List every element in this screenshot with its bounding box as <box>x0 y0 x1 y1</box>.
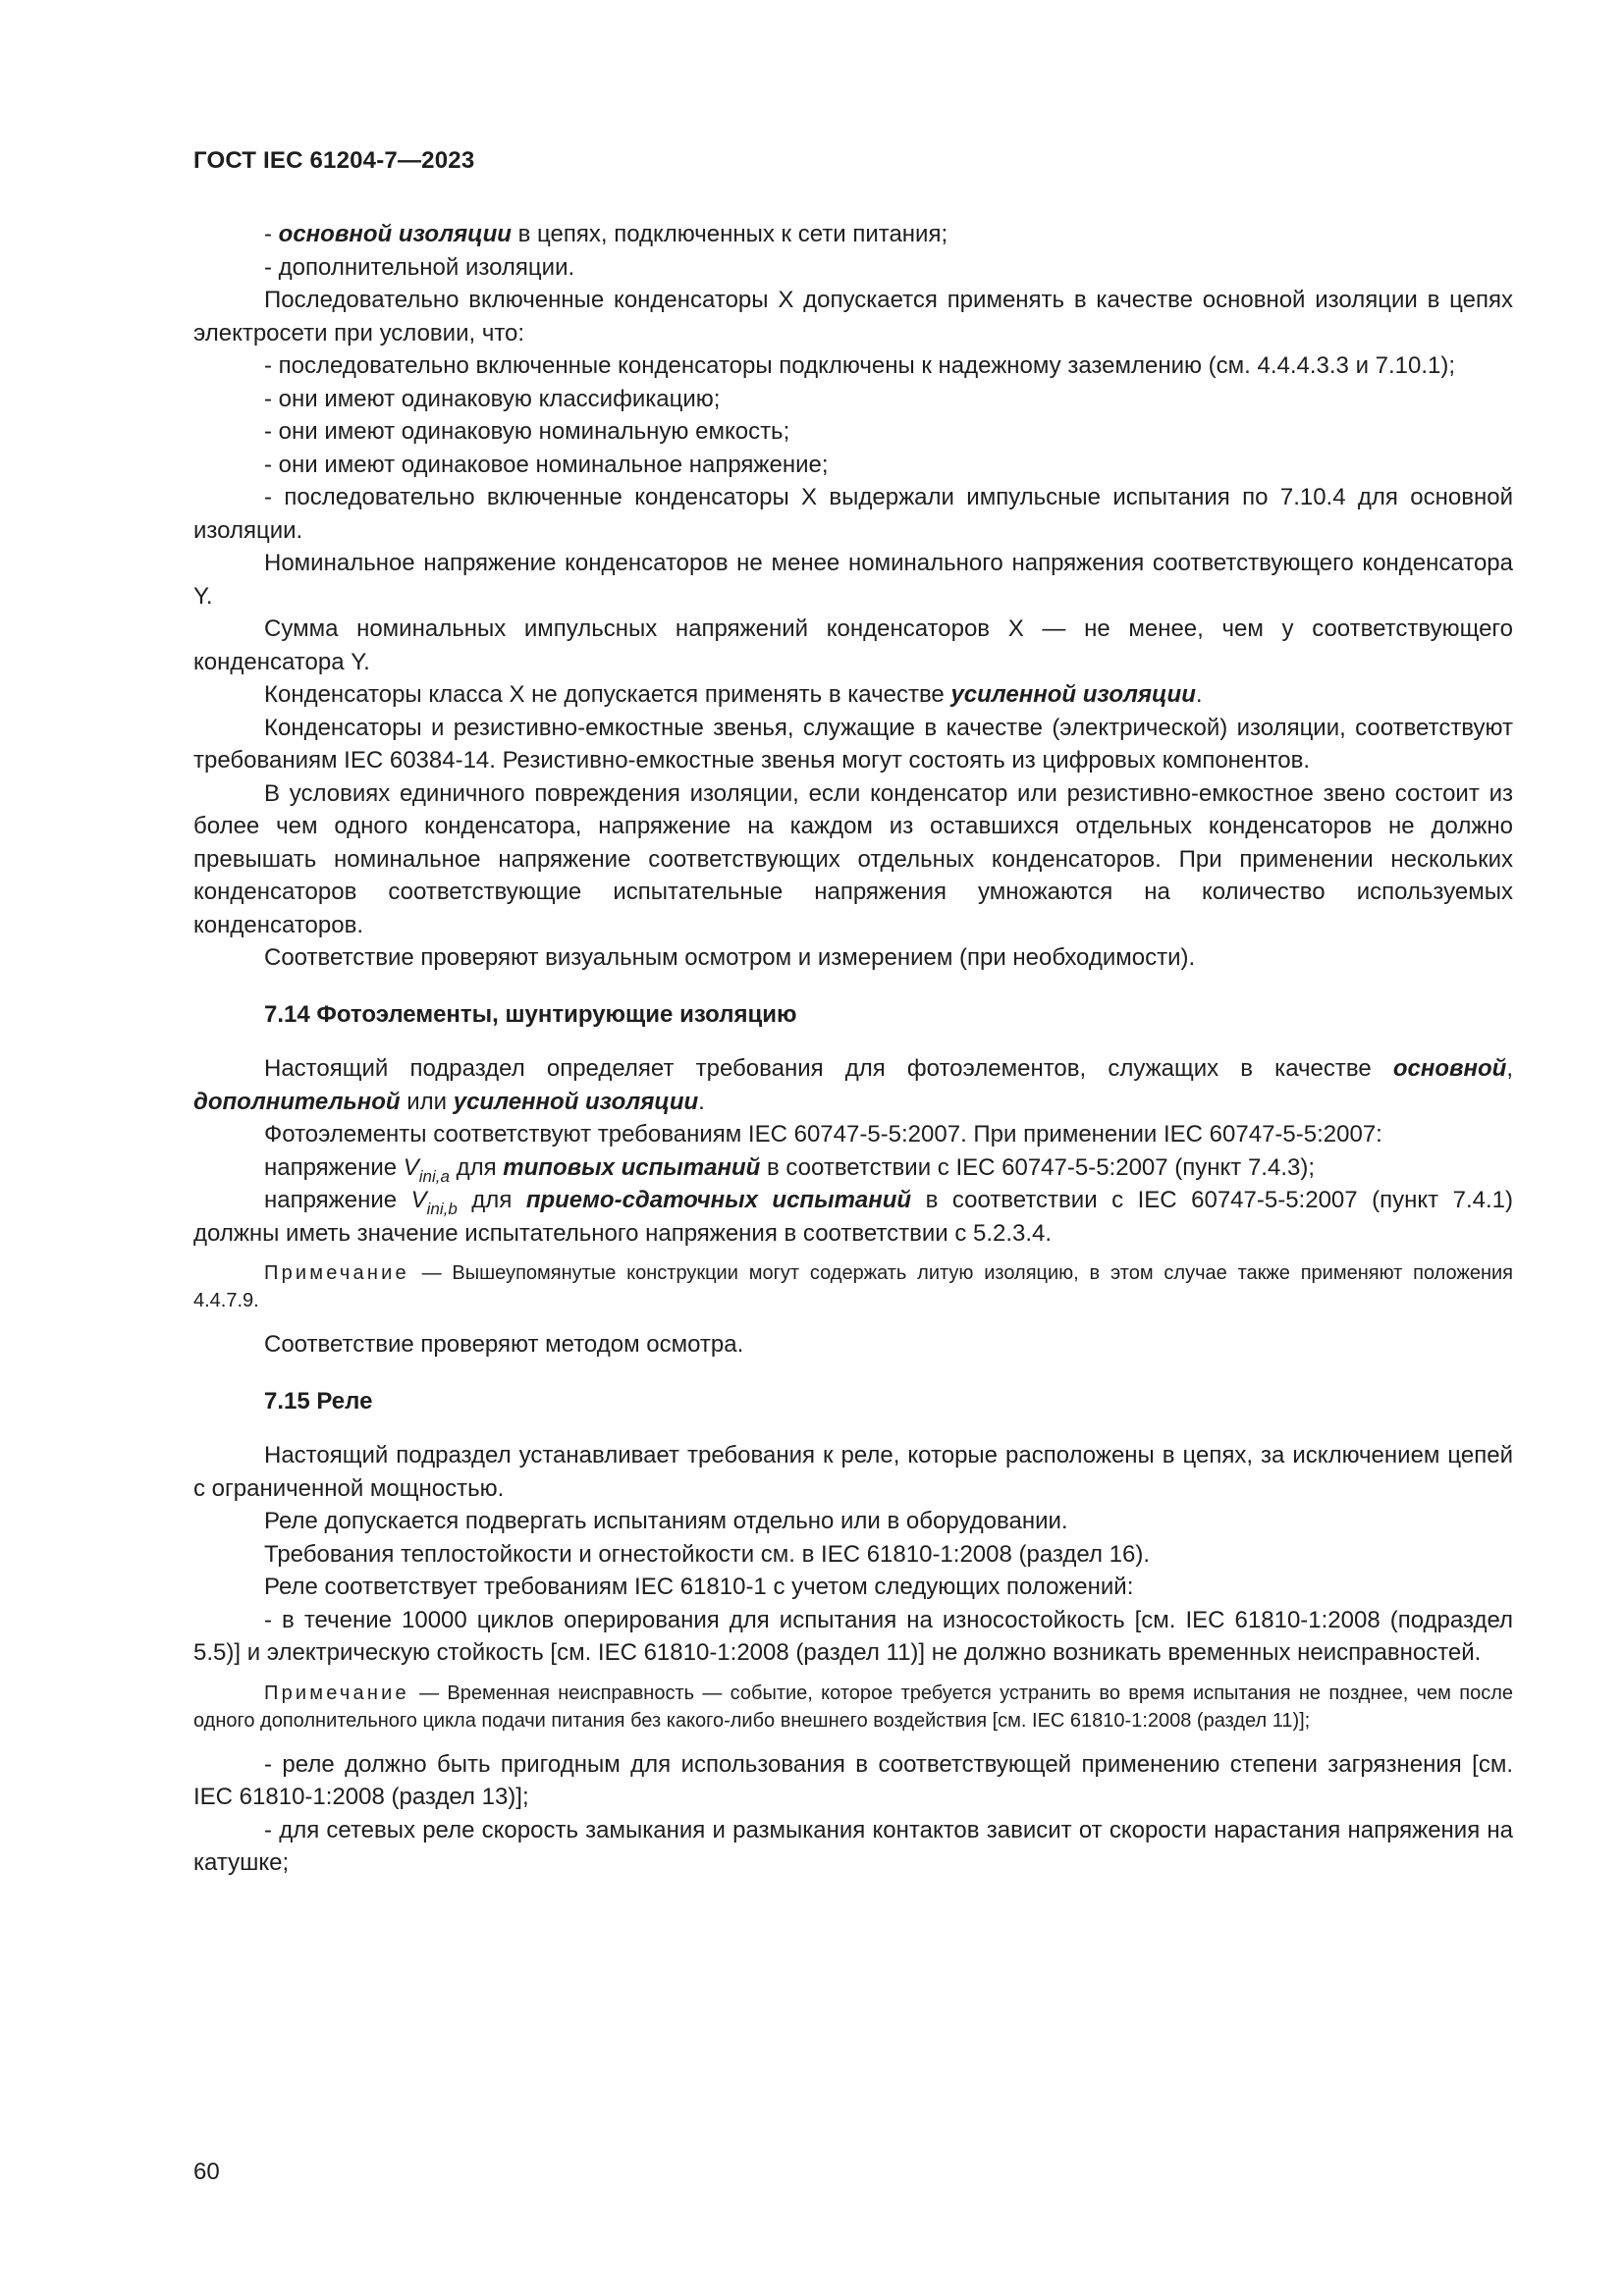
voltage-symbol: $V_{ini,b}$ <box>410 1187 458 1218</box>
emphasis-term: типовых испытаний <box>503 1153 761 1181</box>
paragraph: В условиях единичного повреждения изоляции, если конденсатор или резистивно-емкостное звено состоит из более чем одного конденсатора, напряжение на каждом из оставшихся отдельных конденсаторов не должно превышать номинальное напряжение соответствующих отдельных конденсаторов. При применении нескольких конденсаторов соответствующие испытательные напряжения умножаются на количество используемых конденсаторов. <box>193 779 1513 938</box>
paragraph: Конденсаторы класса X не допускается применять в качестве усиленной изоляции. <box>264 681 1203 708</box>
document-header: ГОСТ IEC 61204-7—2023 <box>193 147 475 174</box>
paragraph: - для сетевых реле скорость замыкания и размыкания контактов зависит от скорости нарастания напряжения на катушке; <box>193 1816 1513 1876</box>
note: Примечание — Вышеупомянутые конструкции могут содержать литую изоляцию, в этом случае также применяют положения 4.4.7.9. <box>193 1262 1513 1311</box>
emphasis-term: приемо-сдаточных испытаний <box>525 1187 912 1213</box>
section-heading-7-14: 7.14 Фотоэлементы, шунтирующие изоляцию <box>264 1000 797 1028</box>
paragraph: - они имеют одинаковое номинальное напряжение; <box>264 451 829 478</box>
note: Примечание — Временная неисправность — событие, которое требуется устранить во время испытания не позднее, чем после одного дополнительного цикла подачи питания без какого-либо внешнего воздействия [см. IEC 61810-1:2008 (раздел 11)]; <box>193 1682 1513 1732</box>
paragraph: - последовательно включенные конденсаторы X выдержали импульсные испытания по 7.10.4 для основной изоляции. <box>193 484 1513 544</box>
paragraph: Фотоэлементы соответствуют требованиям IEC 60747-5-5:2007. При применении IEC 60747-5-5:2007: <box>264 1121 1382 1148</box>
paragraph: Настоящий подраздел определяет требования для фотоэлементов, служащих в качестве основной, дополнительной или усиленной изоляции. <box>193 1055 1513 1115</box>
emphasis-term: усиленной изоляции <box>950 681 1196 708</box>
paragraph: Соответствие проверяют методом осмотра. <box>264 1331 744 1358</box>
paragraph: - последовательно включенные конденсаторы подключены к надежному заземлению (см. 4.4.4.3.3 и 7.10.1); <box>264 352 1456 379</box>
paragraph: - они имеют одинаковую классификацию; <box>264 385 721 412</box>
paragraph: - они имеют одинаковую номинальную емкость; <box>264 418 790 445</box>
paragraph: напряжение $V_{ini,b}$ для приемо-сдаточных испытаний в соответствии с IEC 60747-5-5:2007 (пункт 7.4.1) должны иметь значение испытательного напряжения в соответствии с 5.2.3.4. <box>193 1187 1514 1247</box>
paragraph: Реле допускается подвергать испытаниям отдельно или в оборудовании. <box>264 1508 1068 1534</box>
emphasis-term: усиленной изоляции <box>453 1088 699 1115</box>
document-body <box>193 218 1513 1880</box>
page-number: 60 <box>193 2159 220 2185</box>
paragraph: напряжение $V_{ini,a}$ для типовых испытаний в соответствии с IEC 60747-5-5:2007 (пункт 7.4.3); <box>264 1153 1315 1186</box>
section-heading-7-15: 7.15 Реле <box>264 1387 373 1415</box>
paragraph: - основной изоляции в цепях, подключенных к сети питания; <box>264 221 948 247</box>
emphasis-term: основной изоляции <box>278 221 512 247</box>
paragraph: Соответствие проверяют визуальным осмотром и измерением (при необходимости). <box>264 944 1196 971</box>
paragraph: Конденсаторы и резистивно-емкостные звенья, служащие в качестве (электрической) изоляции, соответствуют требованиям IEC 60384-14. Резистивно-емкостные звенья могут состоять из цифровых компонентов. <box>193 714 1513 774</box>
paragraph: - реле должно быть пригодным для использования в соответствующей применению степени загрязнения [см. IEC 61810-1:2008 (раздел 13)]; <box>193 1750 1513 1810</box>
paragraph: Номинальное напряжение конденсаторов не менее номинального напряжения соответствующего конденсатора Y. <box>193 550 1513 610</box>
paragraph: - в течение 10000 циклов оперирования для испытания на износостойкость [см. IEC 61810-1:2008 (подраздел 5.5)] и электрическую стойкость [см. IEC 61810-1:2008 (раздел 11)] не должно возникать временных неисправностей. <box>193 1606 1513 1666</box>
paragraph: Настоящий подраздел устанавливает требования к реле, которые расположены в цепях, за исключением цепей с ограниченной мощностью. <box>193 1442 1513 1502</box>
paragraph: Реле соответствует требованиям IEC 61810-1 с учетом следующих положений: <box>264 1574 1134 1600</box>
paragraph: Сумма номинальных импульсных напряжений конденсаторов X — не менее, чем у соответствующего конденсатора Y. <box>193 615 1513 675</box>
paragraph: - дополнительной изоляции. <box>264 253 575 281</box>
emphasis-term: основной <box>1392 1055 1507 1082</box>
paragraph: Последовательно включенные конденсаторы X допускается применять в качестве основной изоляции в цепях электросети при условии, что: <box>193 287 1513 347</box>
emphasis-term: дополнительной <box>193 1088 401 1115</box>
paragraph: Требования теплостойкости и огнестойкости см. в IEC 61810-1:2008 (раздел 16). <box>264 1540 1150 1568</box>
note-label: Примечание <box>264 1262 409 1284</box>
voltage-symbol: $V_{ini,a}$ <box>403 1153 450 1186</box>
note-label: Примечание <box>264 1682 409 1704</box>
